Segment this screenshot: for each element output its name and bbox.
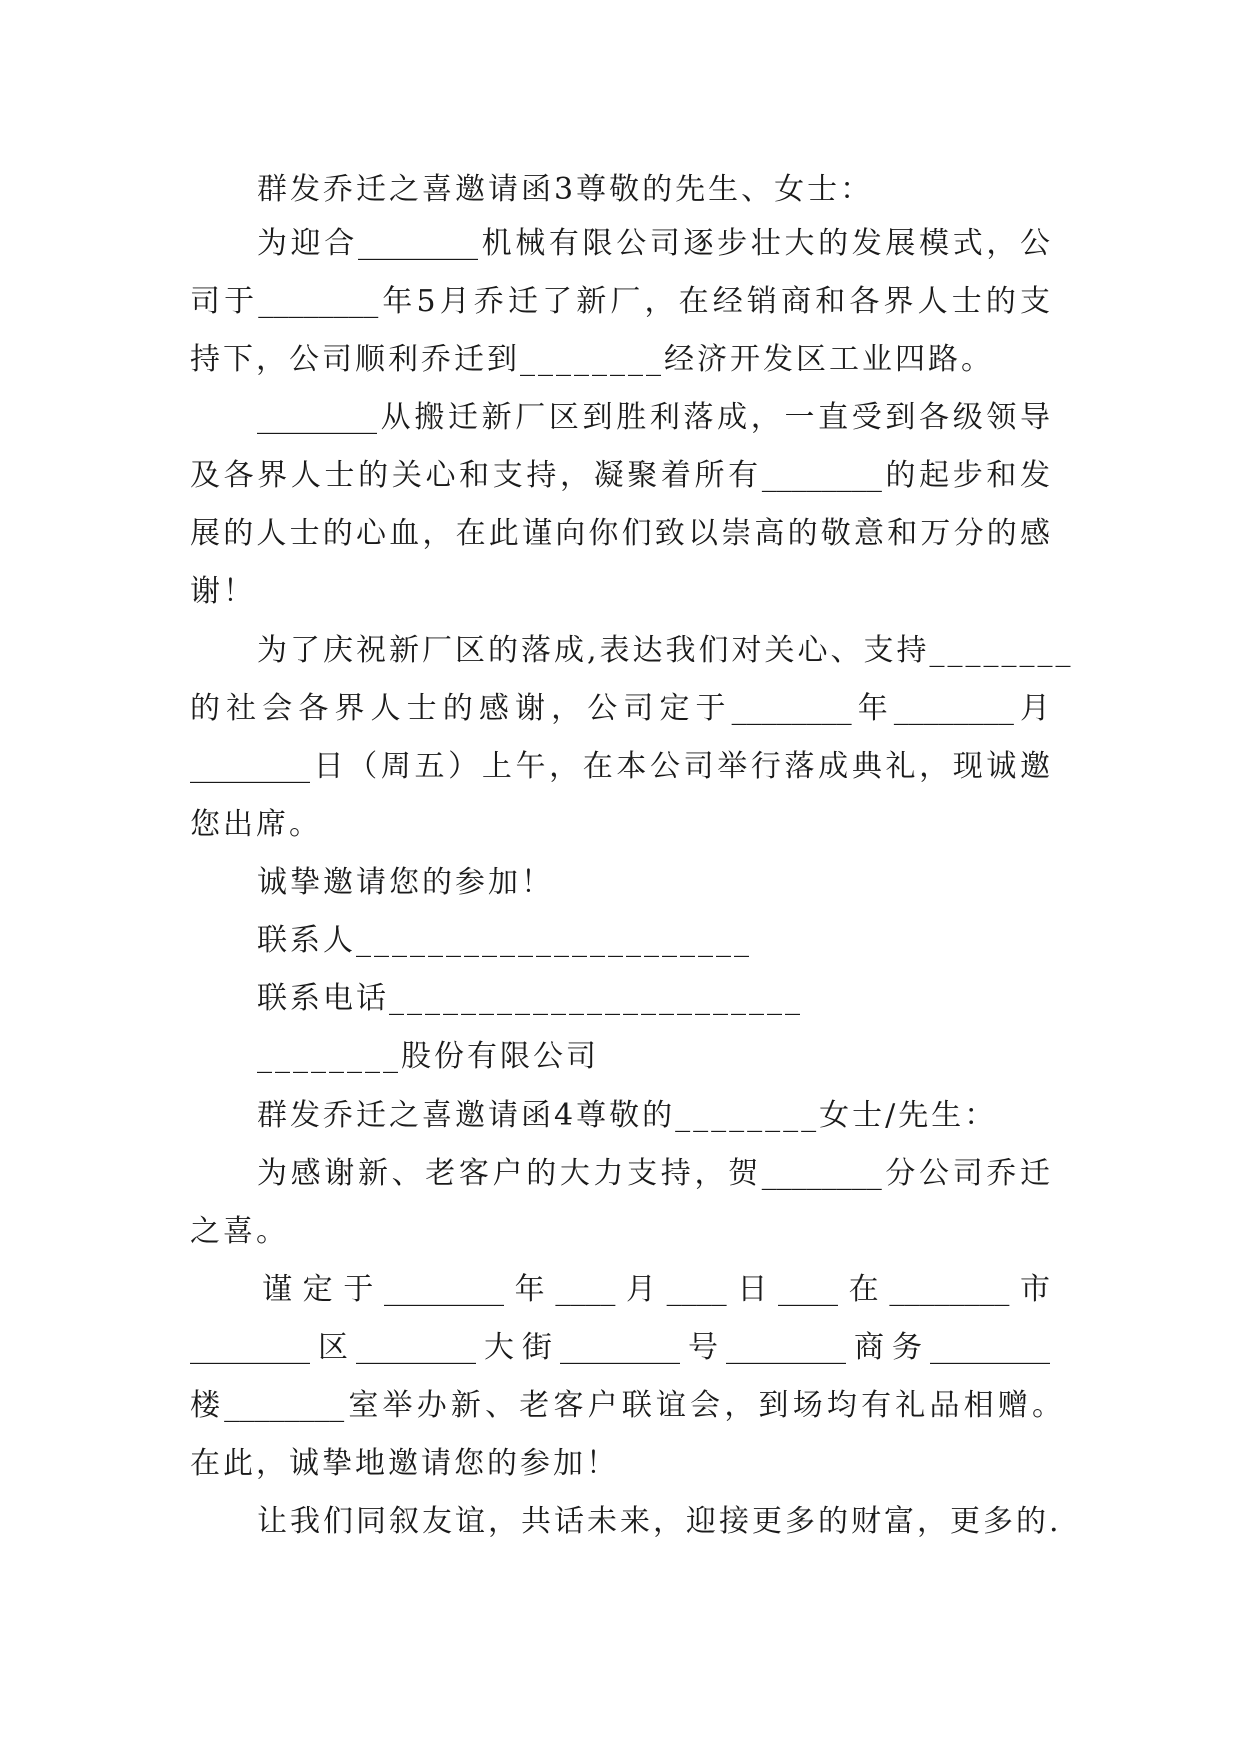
company-signature: ________股份有限公司 [257,1039,599,1074]
paragraph-line: 为了庆祝新厂区的落成,表达我们对关心、支持________ [257,633,1074,668]
paragraph-line: 持下，公司顺利乔迁到________经济开发区工业四路。 [190,342,994,377]
contact-phone-line: 联系电话_______________________ [257,981,803,1016]
paragraph-line: 司于________年5月乔迁了新厂，在经销商和各界人士的支 [190,284,1050,319]
invitation-3-title: 群发乔迁之喜邀请函3尊敬的先生、女士： [257,172,874,207]
paragraph-line: 让我们同叙友谊，共话未来，迎接更多的财富，更多的. [257,1504,1062,1539]
invitation-closing: 诚挚邀请您的参加！ [257,865,554,900]
paragraph-line: 展的人士的心血，在此谨向你们致以崇高的敬意和万分的感 [190,516,1050,551]
paragraph-line: 为感谢新、老客户的大力支持，贺________分公司乔迁 [257,1156,1050,1191]
contact-person-line: 联系人______________________ [257,923,752,958]
paragraph-line: ________日（周五）上午，在本公司举行落成典礼，现诚邀 [190,749,1050,784]
paragraph-line: 楼________室举办新、老客户联谊会，到场均有礼品相赠。 [190,1388,1062,1423]
paragraph-line: 您出席。 [190,807,322,842]
paragraph-line: 谢！ [190,574,256,609]
paragraph-line: ________从搬迁新厂区到胜利落成，一直受到各级领导 [257,400,1050,435]
paragraph-line: 谨定于________年____月____日____在________市 [262,1272,1050,1307]
paragraph-line: ________区________大街________号________商务________ [190,1330,1050,1365]
paragraph-line: 及各界人士的关心和支持，凝聚着所有________的起步和发 [190,458,1050,493]
paragraph-line: 的社会各界人士的感谢，公司定于________年________月 [190,691,1050,726]
invitation-4-title: 群发乔迁之喜邀请函4尊敬的________女士/先生： [257,1098,998,1133]
paragraph-line: 之喜。 [190,1214,289,1249]
paragraph-line: 为迎合________机械有限公司逐步壮大的发展模式，公 [257,226,1050,261]
paragraph-line: 在此，诚挚地邀请您的参加！ [190,1446,619,1481]
